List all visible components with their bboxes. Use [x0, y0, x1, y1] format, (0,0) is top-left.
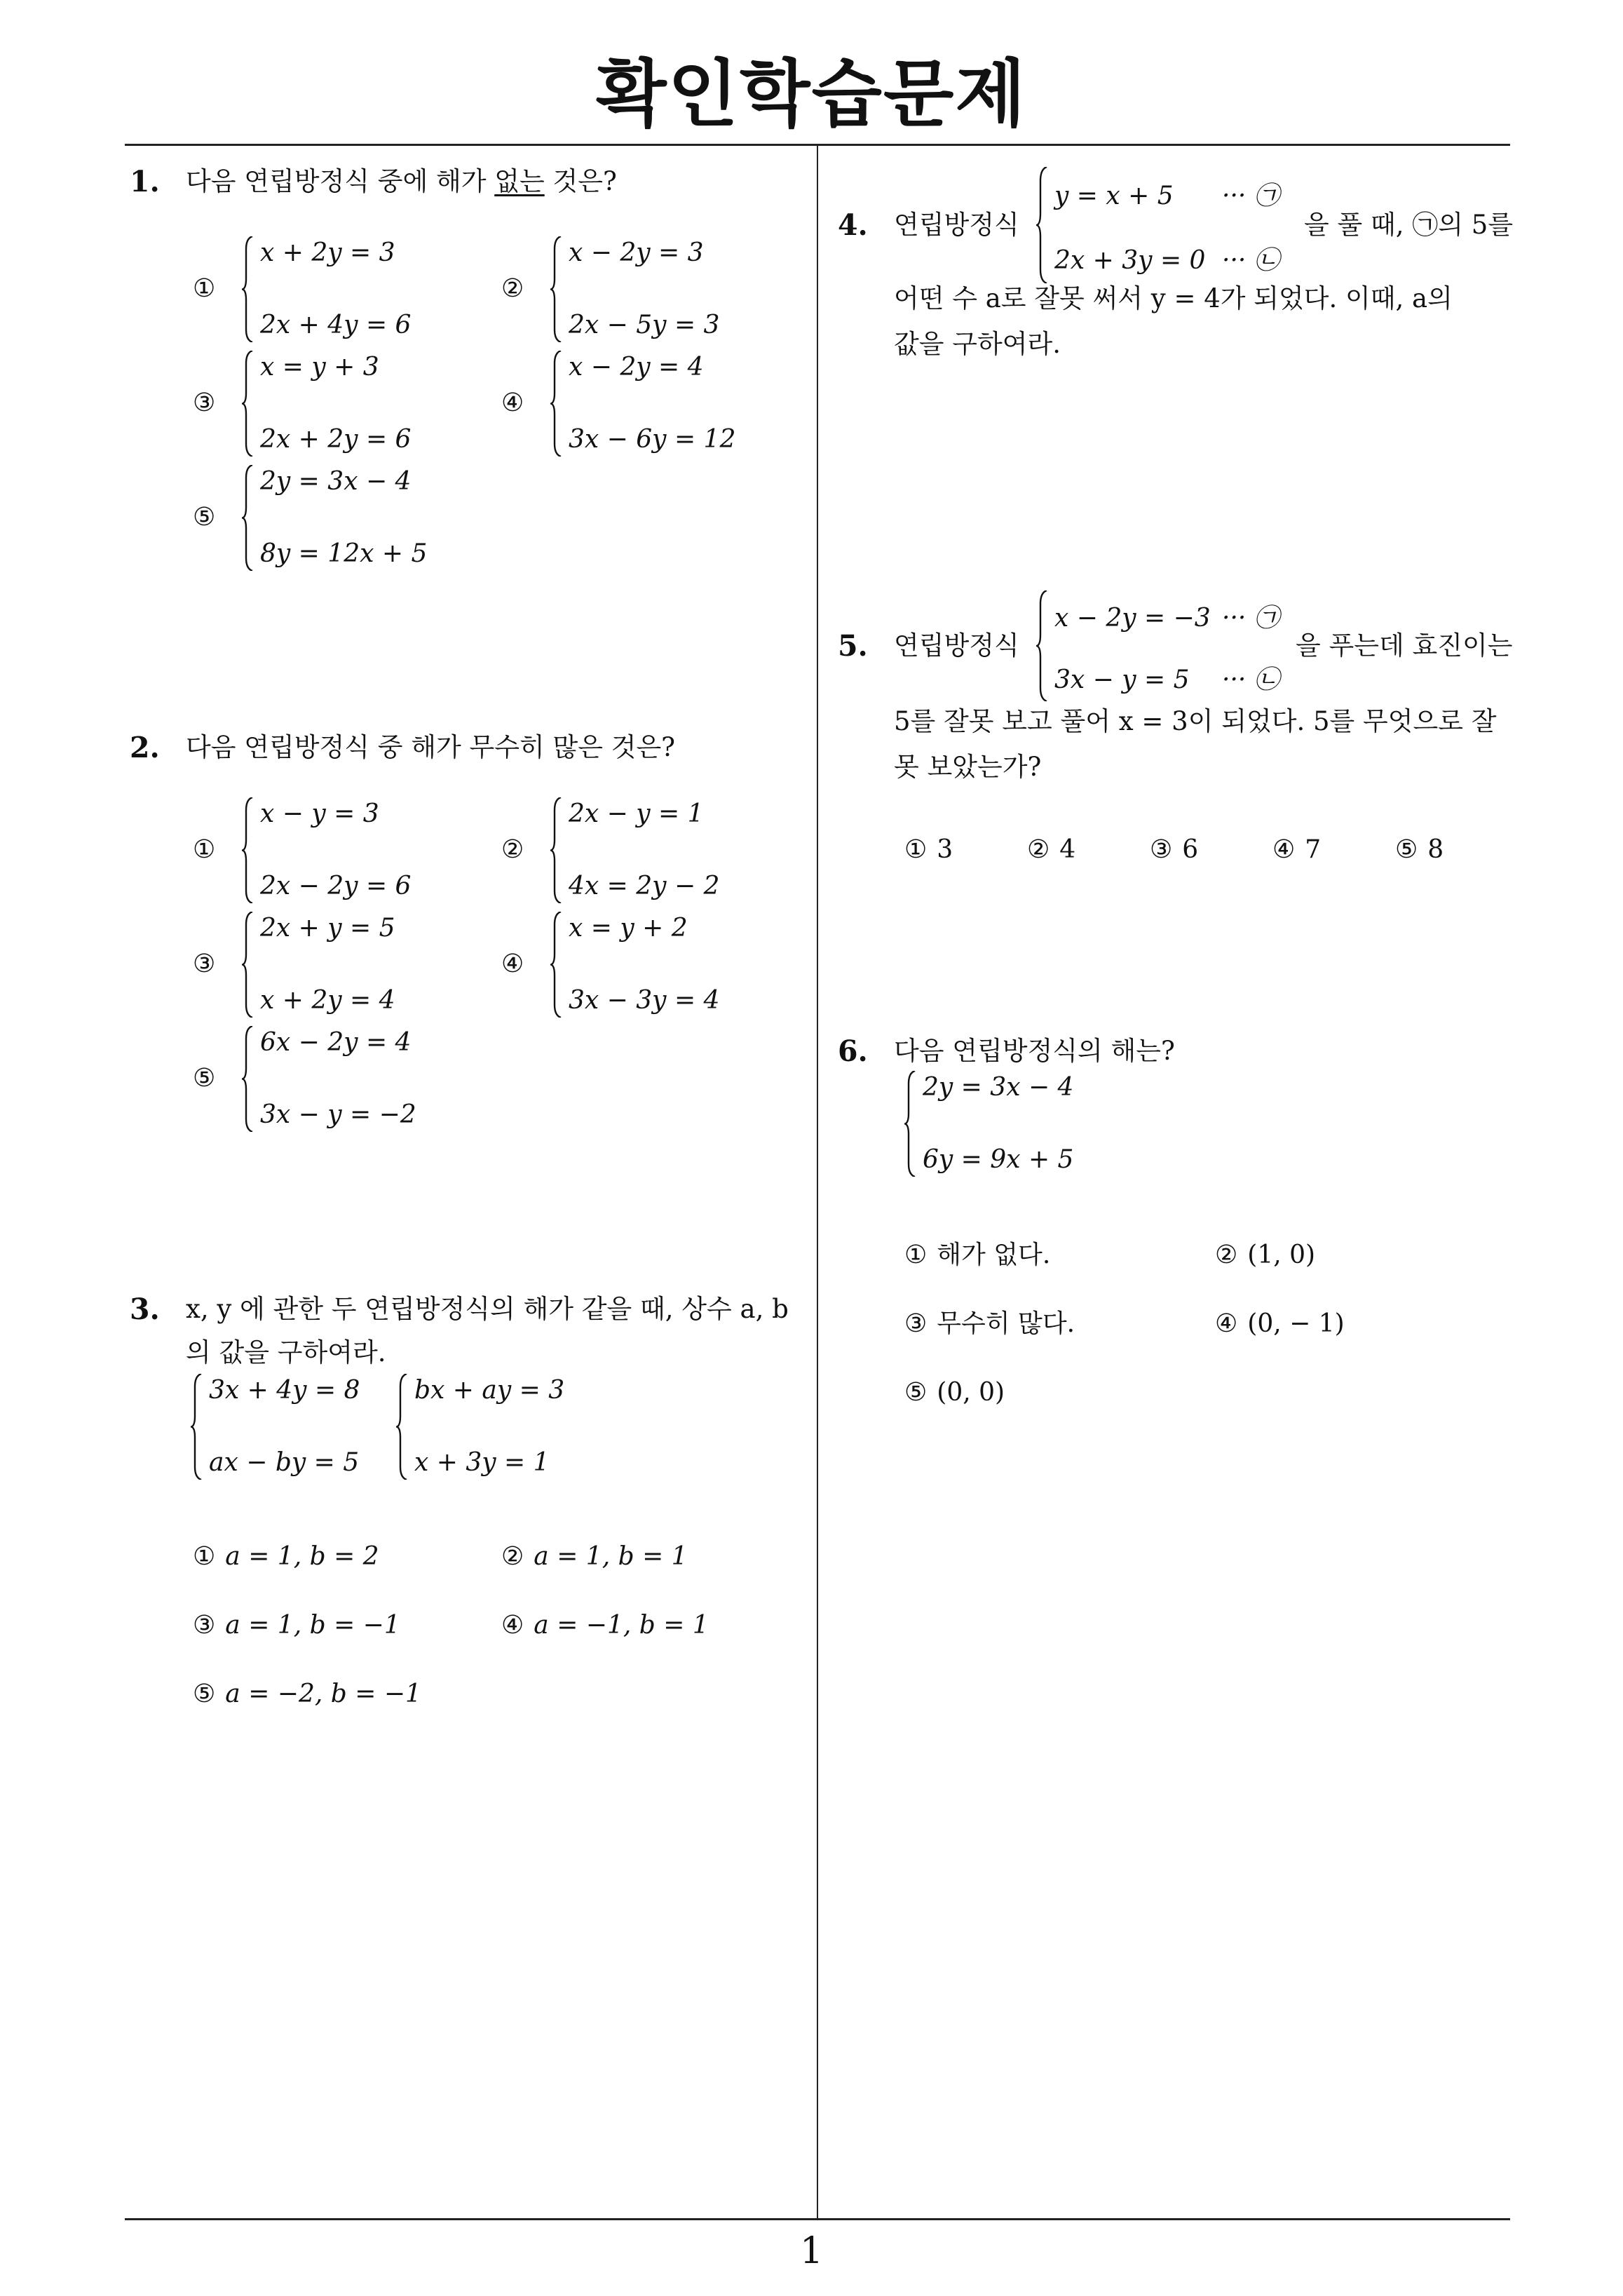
equation-tag: ··· ㉡ [1222, 666, 1279, 694]
equation: y = x + 5 [1054, 182, 1174, 210]
equation: bx + ay = 3 [414, 1376, 565, 1405]
equation: x + 2y = 3 [260, 238, 395, 267]
footer-rule [125, 2218, 1510, 2220]
question-number: 6. [838, 1034, 868, 1068]
equation-system [242, 349, 452, 458]
question-text: 을 풀 때, ㉠의 5를 [1304, 210, 1514, 240]
equation: 2x + 4y = 6 [260, 311, 412, 339]
equation: 6y = 9x + 5 [923, 1145, 1074, 1174]
equation: 2x − 5y = 3 [569, 311, 720, 339]
choice-marker: ② [501, 835, 524, 864]
q5-option-4[interactable] [1272, 836, 1321, 864]
choice-marker: ① [193, 1542, 216, 1571]
question-text: 못 보았는가? [894, 752, 1042, 782]
question-number: 2. [130, 731, 160, 764]
choice-text: a = 1, b = 1 [534, 1542, 688, 1571]
q6-option-2[interactable] [1215, 1241, 1315, 1269]
equation: x = y + 3 [260, 353, 379, 381]
brace-icon [242, 797, 253, 903]
equation: 3x − y = −2 [260, 1100, 416, 1129]
choice-marker: ③ [1150, 835, 1173, 864]
choice-text: (0, 0) [937, 1378, 1005, 1407]
choice-marker: ② [501, 274, 524, 303]
choice-text: 4 [1059, 835, 1076, 864]
choice-text: 7 [1305, 835, 1322, 864]
equation-system [242, 235, 452, 344]
equation: 3x + 4y = 8 [209, 1376, 360, 1405]
choice-marker: ② [1215, 1241, 1238, 1269]
choice-marker: ③ [193, 950, 216, 978]
q3-option-2[interactable] [501, 1543, 688, 1571]
choice-marker: ② [1027, 835, 1050, 864]
brace-icon [1036, 590, 1047, 701]
choice-marker: ⑤ [1395, 835, 1418, 864]
equation-system [242, 1025, 452, 1133]
column-divider [817, 144, 818, 2218]
equation-system [191, 1372, 373, 1481]
q6-option-1[interactable] [904, 1241, 1050, 1269]
choice-text: a = −2, b = −1 [225, 1680, 421, 1708]
equation: 2x − 2y = 6 [260, 872, 412, 900]
equation: 2y = 3x − 4 [923, 1073, 1074, 1102]
q5-option-1[interactable] [904, 836, 953, 864]
question-text: 을 푸는데 효진이는 [1296, 630, 1513, 661]
equation: x + 3y = 1 [414, 1448, 550, 1477]
choice-marker: ④ [501, 1611, 524, 1640]
choice-text: a = −1, b = 1 [534, 1611, 709, 1640]
equation-system [242, 910, 452, 1019]
brace-icon [1036, 167, 1047, 283]
brace-icon [191, 1374, 202, 1480]
equation-tag: ··· ㉡ [1222, 246, 1279, 275]
question-3 [130, 1288, 803, 1375]
question-number: 5. [838, 629, 868, 663]
equation: 2x + 2y = 6 [260, 425, 412, 454]
equation-system [550, 349, 775, 458]
question-label: 연립방정식 [894, 630, 1019, 661]
choice-marker: ① [904, 1241, 928, 1269]
brace-icon [550, 236, 562, 342]
equation: 2y = 3x − 4 [260, 467, 412, 496]
question-text: 값을 구하여라. [894, 329, 1061, 359]
q5-option-5[interactable] [1395, 836, 1444, 864]
brace-icon [904, 1071, 916, 1177]
brace-icon [550, 351, 562, 457]
question-1 [130, 160, 803, 203]
choice-text: 6 [1182, 835, 1199, 864]
brace-icon [242, 351, 253, 457]
q3-option-5[interactable] [193, 1680, 421, 1708]
equation-system [242, 464, 466, 572]
choice-marker: ④ [1272, 835, 1296, 864]
choice-text: (1, 0) [1247, 1241, 1316, 1269]
equation: x − 2y = 3 [569, 238, 704, 267]
choice-text: (0, − 1) [1247, 1309, 1345, 1338]
equation: 2x − y = 1 [569, 799, 704, 828]
choice-marker: ⑤ [904, 1378, 928, 1407]
choice-marker: ⑤ [193, 1064, 216, 1093]
equation: x − 2y = −3 [1054, 604, 1211, 633]
equation-system [242, 796, 452, 905]
question-text: 의 값을 구하여라. [186, 1337, 386, 1368]
equation: 2x + 3y = 0 [1054, 246, 1206, 275]
q3-option-3[interactable] [193, 1612, 400, 1640]
brace-icon [550, 797, 562, 903]
question-6 [838, 1029, 1511, 1073]
choice-text: 3 [937, 835, 953, 864]
q5-option-2[interactable] [1027, 836, 1075, 864]
equation: x = y + 2 [569, 914, 688, 943]
question-text: 5를 잘못 보고 풀어 x = 3이 되었다. 5를 무엇으로 잘 [894, 706, 1497, 736]
q6-option-3[interactable] [904, 1310, 1075, 1338]
equation: 6x − 2y = 4 [260, 1028, 412, 1057]
page-title: 확인학습문제 [596, 51, 1027, 137]
choice-text: 무수히 많다. [937, 1309, 1075, 1338]
equation-system [550, 235, 775, 344]
choice-text: 8 [1427, 835, 1444, 864]
brace-icon [242, 1026, 253, 1132]
question-2 [130, 726, 803, 769]
q3-option-4[interactable] [501, 1612, 709, 1640]
choice-text: 해가 없다. [937, 1241, 1051, 1269]
equation-system [550, 796, 761, 905]
equation: x − y = 3 [260, 799, 379, 828]
choice-text: a = 1, b = −1 [225, 1611, 400, 1640]
question-label: 연립방정식 [894, 210, 1019, 240]
equation: 3x − y = 5 [1054, 666, 1190, 694]
choice-marker: ⑤ [193, 503, 216, 532]
equation: 8y = 12x + 5 [260, 539, 428, 568]
choice-marker: ① [193, 835, 216, 864]
choice-marker: ① [904, 835, 928, 864]
equation-tag: ··· ㉠ [1222, 604, 1279, 633]
brace-icon [242, 912, 253, 1018]
q3-option-1[interactable] [193, 1543, 379, 1571]
brace-icon [396, 1374, 407, 1480]
question-number: 3. [130, 1292, 160, 1326]
underlined-word: 없는 [494, 166, 545, 196]
choice-text: a = 1, b = 2 [225, 1542, 379, 1571]
choice-marker: ③ [904, 1309, 928, 1338]
equation-system [904, 1069, 1115, 1178]
choice-marker: ③ [193, 1611, 216, 1640]
equation: x − 2y = 4 [569, 353, 704, 381]
equation: 2x + y = 5 [260, 914, 395, 943]
question-text: x, y 에 관한 두 연립방정식의 해가 같을 때, 상수 a, b [186, 1294, 789, 1324]
q6-option-4[interactable] [1215, 1310, 1345, 1338]
brace-icon [550, 912, 562, 1018]
choice-marker: ③ [193, 389, 216, 417]
question-text: 다음 연립방정식의 해는? [894, 1036, 1175, 1066]
choice-marker: ④ [501, 950, 524, 978]
equation-system [396, 1372, 578, 1481]
choice-marker: ④ [1215, 1309, 1238, 1338]
equation-system [1036, 166, 1296, 285]
equation: 4x = 2y − 2 [569, 872, 720, 900]
q6-option-5[interactable] [904, 1379, 1005, 1407]
choice-marker: ② [501, 1542, 524, 1571]
choice-marker: ① [193, 274, 216, 303]
question-text: 다음 연립방정식 중 해가 무수히 많은 것은? [186, 732, 676, 762]
choice-marker: ④ [501, 389, 524, 417]
equation-system [550, 910, 761, 1019]
equation: ax − by = 5 [209, 1448, 360, 1477]
brace-icon [242, 465, 253, 571]
equation-tag: ··· ㉠ [1222, 182, 1279, 210]
equation-system [1036, 589, 1289, 703]
page-number: 1 [799, 2230, 824, 2272]
question-text: 다음 연립방정식 중에 해가 없는 것은? [186, 166, 617, 196]
equation: 3x − 6y = 12 [569, 425, 736, 454]
question-number: 4. [838, 208, 868, 242]
choice-marker: ⑤ [193, 1680, 216, 1708]
equation: x + 2y = 4 [260, 986, 395, 1015]
question-number: 1. [130, 165, 160, 198]
q5-option-3[interactable] [1150, 836, 1198, 864]
question-text: 어떤 수 a로 잘못 써서 y = 4가 되었다. 이때, a의 [894, 283, 1453, 313]
equation: 3x − 3y = 4 [569, 986, 720, 1015]
brace-icon [242, 236, 253, 342]
